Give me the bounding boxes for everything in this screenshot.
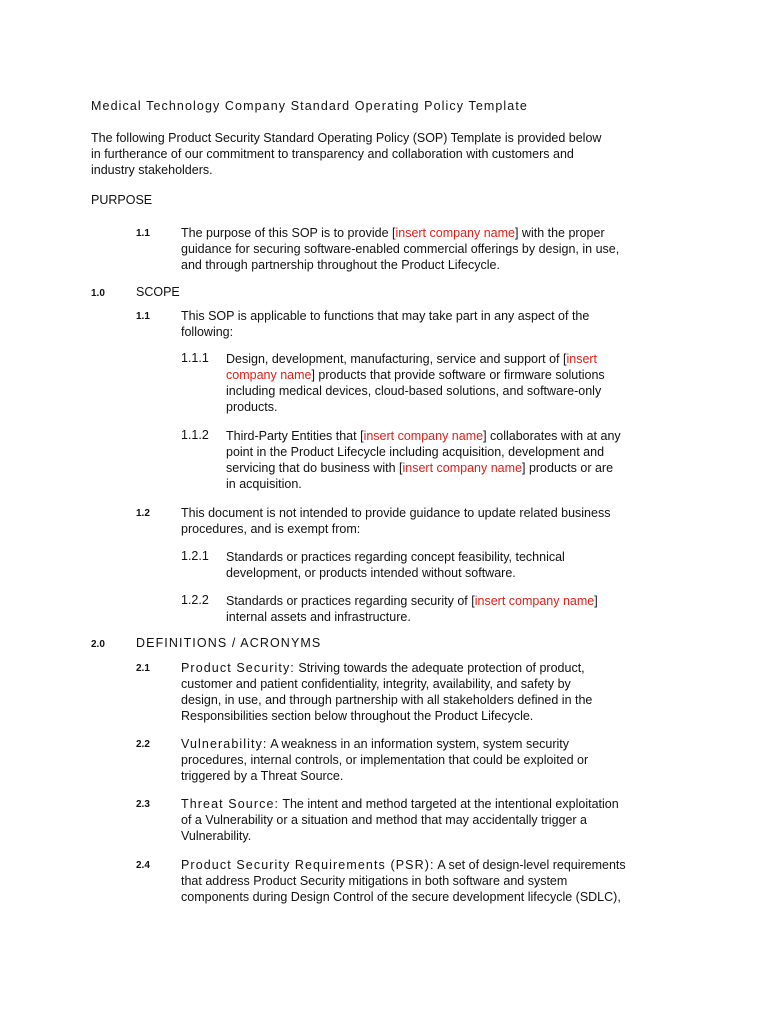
text-run: A set of design-level requirements (434, 858, 626, 872)
text-run: A weakness in an information system, system security (267, 737, 570, 751)
placeholder-company-name: insert company name (474, 594, 595, 608)
scope-heading: SCOPE (136, 285, 180, 299)
scope-1-2-paragraph (181, 505, 610, 537)
document-title: Medical Technology Company Standard Operating Policy Template (91, 99, 528, 113)
definition-term: Product Security: (181, 661, 295, 675)
subsection-1-2-2-paragraph (226, 593, 598, 625)
paragraph-line: design, in use, and through partnership with all stakeholders defined in the (181, 693, 593, 707)
section-number: 1.1 (136, 311, 150, 322)
purpose-heading: PURPOSE (91, 193, 153, 207)
text-run: ] with the proper (514, 226, 605, 240)
text-run: ] products that provide software or firmware solutions (311, 368, 605, 382)
definition-2-2 (181, 736, 588, 784)
subsection-1-2-1-paragraph (226, 549, 565, 581)
text-run: servicing that do business with [ (226, 461, 403, 475)
text-run: Standards or practices regarding security of [ (226, 594, 475, 608)
section-number: 2.3 (136, 799, 150, 810)
placeholder-company-name: insert company name (395, 226, 515, 240)
subsection-1-1-1-paragraph (226, 351, 605, 415)
text-run: Design, development, manufacturing, service and support of [ (226, 352, 567, 366)
paragraph-line: including medical devices, cloud-based solutions, and software-only (226, 384, 602, 398)
placeholder-company-name: insert company name (363, 429, 484, 443)
section-number: 2.2 (136, 739, 150, 750)
subsection-number: 1.1.2 (181, 428, 209, 442)
definition-term: Threat Source: (181, 797, 280, 811)
definition-2-1 (181, 660, 592, 724)
paragraph-line (226, 593, 598, 609)
paragraph-line (226, 428, 621, 444)
paragraph-line (226, 351, 605, 367)
paragraph-line (181, 225, 619, 241)
paragraph-line: triggered by a Threat Source. (181, 769, 344, 783)
paragraph-line: and through partnership throughout the Product Lifecycle. (181, 258, 500, 272)
intro-line: industry stakeholders. (91, 163, 213, 177)
definition-term: Product Security Requirements (PSR): (181, 858, 435, 872)
scope-1-1-paragraph (181, 308, 589, 340)
text-run: The purpose of this SOP is to provide [ (181, 226, 396, 240)
placeholder-company-name: insert company name (402, 461, 522, 475)
paragraph-line: in acquisition. (226, 477, 302, 491)
text-run: ] (594, 594, 598, 608)
text-run: The intent and method targeted at the intentional exploitation (279, 797, 619, 811)
definition-2-3 (181, 796, 619, 844)
definition-term: Vulnerability: (181, 737, 268, 751)
section-number: 2.4 (136, 860, 150, 871)
paragraph-line: development, or products intended without software. (226, 566, 516, 580)
paragraph-line: guidance for securing software-enabled commercial offerings by design, in use, (181, 242, 620, 256)
text-run: Striving towards the adequate protection of product, (294, 661, 585, 675)
section-number: 1.0 (91, 288, 105, 299)
paragraph-line (181, 857, 626, 873)
paragraph-line: following: (181, 325, 234, 339)
paragraph-line (181, 796, 619, 812)
placeholder-company-name: company name (226, 368, 312, 382)
definition-2-4 (181, 857, 626, 905)
paragraph-line: internal assets and infrastructure. (226, 610, 411, 624)
paragraph-line: Standards or practices regarding concept feasibility, technical (226, 550, 565, 564)
intro-line: in furtherance of our commitment to transparency and collaboration with customers and (91, 147, 574, 161)
definitions-heading: DEFINITIONS / ACRONYMS (136, 636, 322, 650)
paragraph-line: that address Product Security mitigations in both software and system (181, 874, 568, 888)
intro-paragraph (91, 130, 601, 178)
paragraph-line: procedures, internal controls, or implementation that could be exploited or (181, 753, 589, 767)
paragraph-line (226, 460, 621, 476)
paragraph-line: point in the Product Lifecycle including acquisition, development and (226, 445, 605, 459)
paragraph-line (181, 660, 592, 676)
placeholder-company-name: insert (566, 352, 598, 366)
intro-line: The following Product Security Standard Operating Policy (SOP) Template is provided below (91, 131, 602, 145)
section-number: 1.2 (136, 508, 150, 519)
paragraph-line: procedures, and is exempt from: (181, 522, 361, 536)
text-run: ] products or are (522, 461, 614, 475)
purpose-paragraph (181, 225, 619, 273)
paragraph-line: This document is not intended to provide guidance to update related business (181, 506, 611, 520)
paragraph-line (181, 736, 588, 752)
paragraph-line: This SOP is applicable to functions that may take part in any aspect of the (181, 309, 590, 323)
paragraph-line: of a Vulnerability or a situation and method that may accidentally trigger a (181, 813, 588, 827)
paragraph-line: products. (226, 400, 278, 414)
paragraph-line: components during Design Control of the secure development lifecycle (SDLC), (181, 890, 621, 904)
paragraph-line: Vulnerability. (181, 829, 252, 843)
section-number: 2.0 (91, 639, 105, 650)
section-number: 2.1 (136, 663, 150, 674)
subsection-1-1-2-paragraph (226, 428, 621, 492)
paragraph-line: customer and patient confidentiality, integrity, availability, and safety by (181, 677, 571, 691)
subsection-number: 1.2.1 (181, 549, 209, 563)
text-run: ] collaborates with at any (483, 429, 621, 443)
subsection-number: 1.1.1 (181, 351, 209, 365)
subsection-number: 1.2.2 (181, 593, 209, 607)
paragraph-line (226, 367, 605, 383)
paragraph-line: Responsibilities section below throughout the Product Lifecycle. (181, 709, 534, 723)
section-number: 1.1 (136, 228, 150, 239)
text-run: Third-Party Entities that [ (226, 429, 364, 443)
